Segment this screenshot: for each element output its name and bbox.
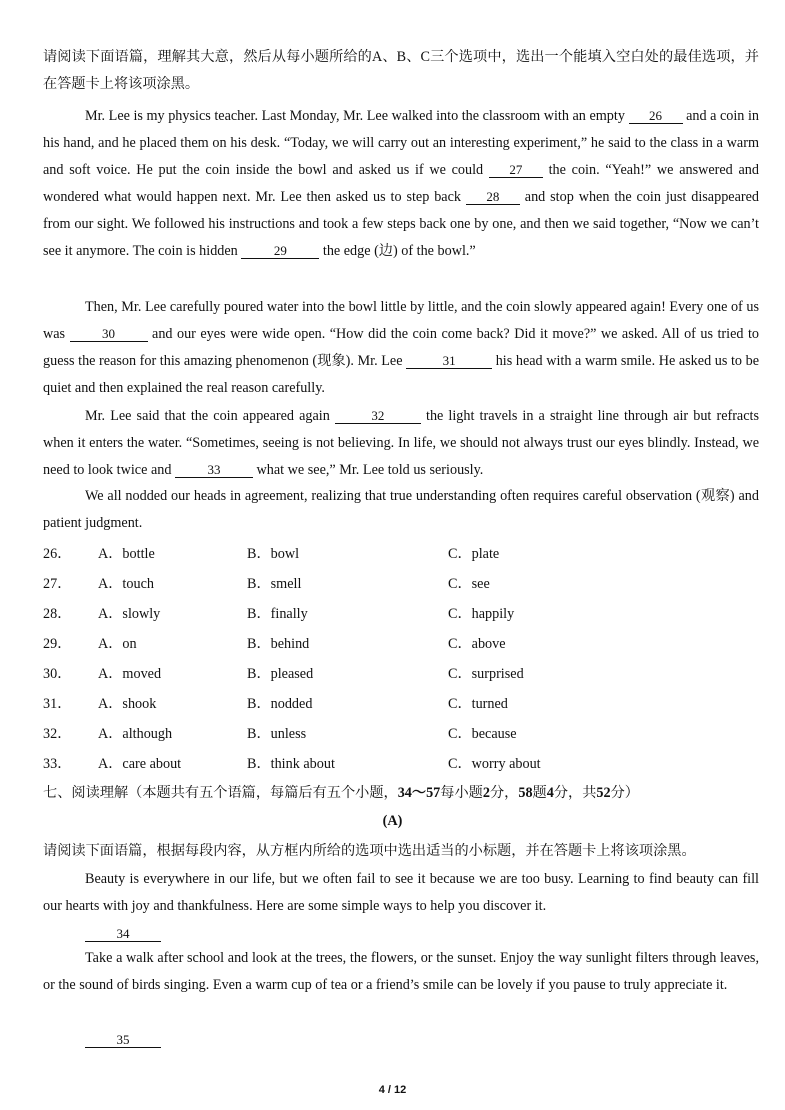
option-a: A．shook xyxy=(98,696,157,712)
option-b: B．bowl xyxy=(247,546,300,562)
section-heading: 七、阅读理解（本题共有五个语篇，每篇后有五个小题，34～57每小题2分，58题4分，共52分） xyxy=(43,785,639,801)
option-b: B．behind xyxy=(247,636,310,652)
blank-27: 27 xyxy=(489,162,543,178)
option-row: 29． A．on B．behind C．above xyxy=(43,629,759,659)
blank-31: 31 xyxy=(406,353,492,369)
option-c: C．turned xyxy=(448,696,508,712)
option-a: A．care about xyxy=(98,756,182,772)
reading-instruction: 请阅读下面语篇，根据每段内容，从方框内所给的选项中选出适当的小标题，并在答题卡上将该项涂黑。 xyxy=(43,843,696,859)
option-c: C．above xyxy=(448,636,506,652)
blank-30: 30 xyxy=(70,326,148,342)
blank-33: 33 xyxy=(175,462,253,478)
option-row: 31． A．shook B．nodded C．turned xyxy=(43,689,759,719)
blank-29: 29 xyxy=(241,243,319,259)
cloze-paragraph-3: Mr. Lee said that the coin appeared again 32 the light travels in a straight line through air but refracts when it enters the water. “Sometimes, seeing is not believing. In life, we should not always trust our eyes blindly. Instead, we need to look twice and 33 what we see,” Mr. Lee told us seriously. xyxy=(43,408,759,478)
option-b: B．pleased xyxy=(247,666,314,682)
option-row: 30． A．moved B．pleased C．surprised xyxy=(43,659,759,689)
blank-26: 26 xyxy=(629,108,683,124)
option-b: B．smell xyxy=(247,576,302,592)
cloze-instruction: 请阅读下面语篇，理解其大意，然后从每小题所给的A、B、C三个选项中，选出一个能填入空白处的最佳选项，并在答题卡上将该项涂黑。 xyxy=(43,49,759,92)
option-row: 27． A．touch B．smell C．see xyxy=(43,569,759,599)
option-row: 33． A．care about B．think about C．worry about xyxy=(43,749,759,779)
option-b: B．finally xyxy=(247,606,308,622)
cloze-paragraph-2: Then, Mr. Lee carefully poured water into the bowl little by little, and the coin slowly appeared again! Every one of us was 30 and our eyes were wide open. “How did the coin come back? Did it move?” we asked. All of us tried to guess the reason for this amazing phenomenon (现象). Mr. Lee 31 his head with a warm smile. He asked us to be quiet and then explained the real reason carefully. xyxy=(43,299,759,396)
blank-35: 35 xyxy=(85,1032,161,1048)
reading-paragraph-1: Beauty is everywhere in our life, but we often fail to see it because we are too busy. Learning to find beauty can fill our hearts with joy and thankfulness. Here are some simple ways to help you discover it. xyxy=(43,871,759,914)
option-b: B．think about xyxy=(247,756,335,772)
option-row: 26． A．bottle B．bowl C．plate xyxy=(43,539,759,569)
option-c: C．happily xyxy=(448,606,515,622)
option-b: B．nodded xyxy=(247,696,313,712)
option-c: C．plate xyxy=(448,546,500,562)
option-a: A．moved xyxy=(98,666,162,682)
blank-34: 34 xyxy=(85,926,161,942)
option-row: 32． A．although B．unless C．because xyxy=(43,719,759,749)
option-c: C．surprised xyxy=(448,666,524,682)
blank-28: 28 xyxy=(466,189,520,205)
reading-paragraph-2: Take a walk after school and look at the trees, the flowers, or the sunset. Enjoy the way sunlight filters through leaves, or the sound of birds singing. Even a warm cup of tea or a friend’s smile can be lovely if you pause to truly appreciate it. xyxy=(43,950,759,993)
option-c: C．see xyxy=(448,576,490,592)
option-row: 28． A．slowly B．finally C．happily xyxy=(43,599,759,629)
cloze-paragraph-1: Mr. Lee is my physics teacher. Last Monday, Mr. Lee walked into the classroom with an empty 26 and a coin in his hand, and he placed them on his desk. “Today, we will carry out an interesting experiment,” he said to the class in a warm and soft voice. He put the coin inside the bowl and asked us if we could 27 the coin. “Yeah!” we answered and wondered what would happen next. Mr. Lee then asked us to step back 28 and stop when the coin just disappeared from our sight. We followed his instructions and took a few steps back one by one, and then we said together, “Now we can’t see it anymore. The coin is hidden 29 the edge (边) of the bowl.” xyxy=(43,108,759,259)
option-b: B．unless xyxy=(247,726,307,742)
option-c: C．because xyxy=(448,726,517,742)
option-a: A．bottle xyxy=(98,546,155,562)
blank-32: 32 xyxy=(335,408,421,424)
option-a: A．touch xyxy=(98,576,154,592)
option-a: A．although xyxy=(98,726,173,742)
option-a: A．on xyxy=(98,636,137,652)
option-c: C．worry about xyxy=(448,756,541,772)
passage-title: (A) xyxy=(382,813,403,829)
page-number: 4 / 12 xyxy=(378,1084,407,1096)
option-a: A．slowly xyxy=(98,606,161,622)
cloze-paragraph-4: We all nodded our heads in agreement, realizing that true understanding often requires careful observation (观察) and patient judgment. xyxy=(43,488,759,531)
